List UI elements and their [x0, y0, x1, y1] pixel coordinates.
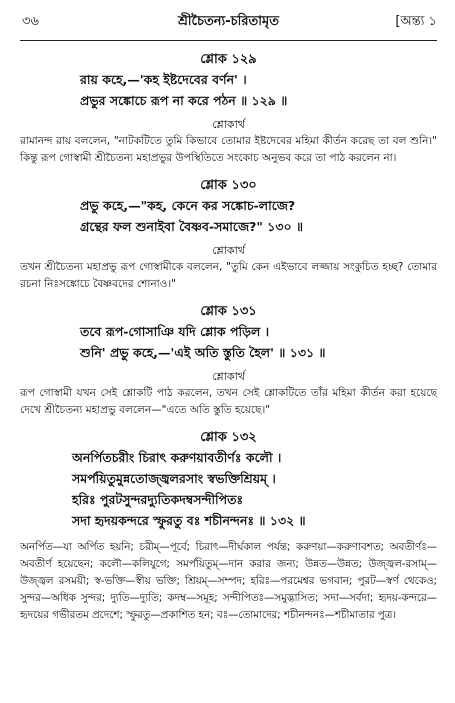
- word-meanings: অনর্পিত—যা অর্পিত হয়নি; চরীম্—পূর্বে; চিরাৎ—দীর্ঘকাল পর্যন্ত; করুণয়া—করুণাবশত; অবতীর্ণঃ—অবতীর্ণ হয়েছেন; কলৌ—কলিযুগে; সমর্পয়িতুম্—দান করার জন্য; উন্নত—উন্নত; উজ্জ্বল-রসাম্—উজ্জ্বল রসময়ী; স্ব-ভক্তি—স্বীয় ভক্তি; শ্রিয়ম্—সম্পদ; হরিঃ—পরমেশ্বর ভগবান; পুরট—স্বর্ণ থেকেও; সুন্দর—অধিক সুন্দর; দ্যুতি—দ্যুতি; কদম্ব—সমূহ; সন্দীপিতঃ—সমুদ্ভাসিত; সদা—সর্বদা; হৃদয়-কন্দরে—হৃদয়ের গভীরতম প্রদেশে; স্ফুরতু—প্রকাশিত হন; বঃ—তোমাদের; শচীনন্দনঃ—শচীমাতার পুত্র।: [20, 541, 437, 621]
- verse-line: অনর্পিতচরীং চিরাৎ করুণয়াবতীর্ণঃ কলৌ ।: [72, 450, 282, 465]
- verse-line: গ্রন্থের ফল শুনাইবা বৈষ্ণব-সমাজে?" ১৩০ ॥: [80, 219, 304, 234]
- book-title: শ্রীচৈতন্য-চরিতামৃত: [177, 14, 280, 29]
- translation-heading: শ্লোকার্থ: [212, 370, 245, 383]
- translation-text: তখন শ্রীচৈতন্য মহাপ্রভু রূপ গোস্বামীকে বললেন, "তুমি কেন এইভাবে লজ্জায় সংকুচিত হচ্ছ? তোমার রচনা নিঃসঙ্কোচে বৈষ্ণবদের শোনাও।": [20, 261, 437, 290]
- verse-number: শ্লোক ১৩২: [200, 430, 257, 445]
- translation-text: রামানন্দ রায় বললেন, "নাটকটিতে তুমি কিভাবে তোমার ইষ্টদেবের মহিমা কীর্তন করেছ তা বল শুনি।" কিন্তু রূপ গোস্বামী শ্রীচৈতন্য মহাপ্রভুর উপস্থিতিতে সংকোচ অনুভব করে তা পাঠ করলেন না।: [20, 135, 437, 164]
- verse-line: প্রভু কহে,—"কহ, কেনে কর সঙ্কোচ-লাজে?: [80, 198, 296, 213]
- verse-line: সমর্পয়িতুমুন্নতোজ্জ্বলরসাং স্বভক্তিশ্রিয়ম্ ।: [72, 471, 276, 486]
- page-header: [20, 0, 437, 41]
- verse-number: শ্লোক ১৩১: [200, 304, 257, 319]
- verse-number: শ্লোক ১৩০: [200, 178, 257, 193]
- verse-line: হরিঃ পুরটসুন্দরদ্যুতিকদম্বসন্দীপিতঃ: [72, 492, 244, 507]
- verse-line: প্রভুর সঙ্কোচে রূপ না করে পঠন ॥ ১২৯ ॥: [80, 93, 288, 108]
- translation-text: রূপ গোস্বামী যখন সেই শ্লোকটি পাঠ করলেন, তখন সেই শ্লোকটিতে তাঁর মহিমা কীর্তন করা হয়েছে দেখে শ্রীচৈতন্য মহাপ্রভু বললেন—"এতে অতি স্তুতি হয়েছে।": [20, 387, 437, 416]
- page-number: ৩৬: [22, 14, 39, 29]
- verse-line: সদা হৃদয়কন্দরে স্ফুরতু বঃ শচীনন্দনঃ ॥ ১৩২ ॥: [72, 513, 306, 528]
- translation-heading: শ্লোকার্থ: [212, 118, 245, 131]
- section-label: [অন্ত্য ১: [395, 14, 437, 29]
- verse-line: শুনি' প্রভু কহে,—'এই অতি স্তুতি হৈল' ॥ ১৩১ ॥: [80, 345, 326, 360]
- verse-line: তবে রূপ-গোসাঞি যদি শ্লোক পড়িল ।: [80, 324, 270, 339]
- translation-heading: শ্লোকার্থ: [212, 244, 245, 257]
- verse-number: শ্লোক ১২৯: [200, 52, 257, 67]
- verse-line: রায় কহে,—'কহ ইষ্টদেবের বর্ণন' ।: [80, 72, 247, 87]
